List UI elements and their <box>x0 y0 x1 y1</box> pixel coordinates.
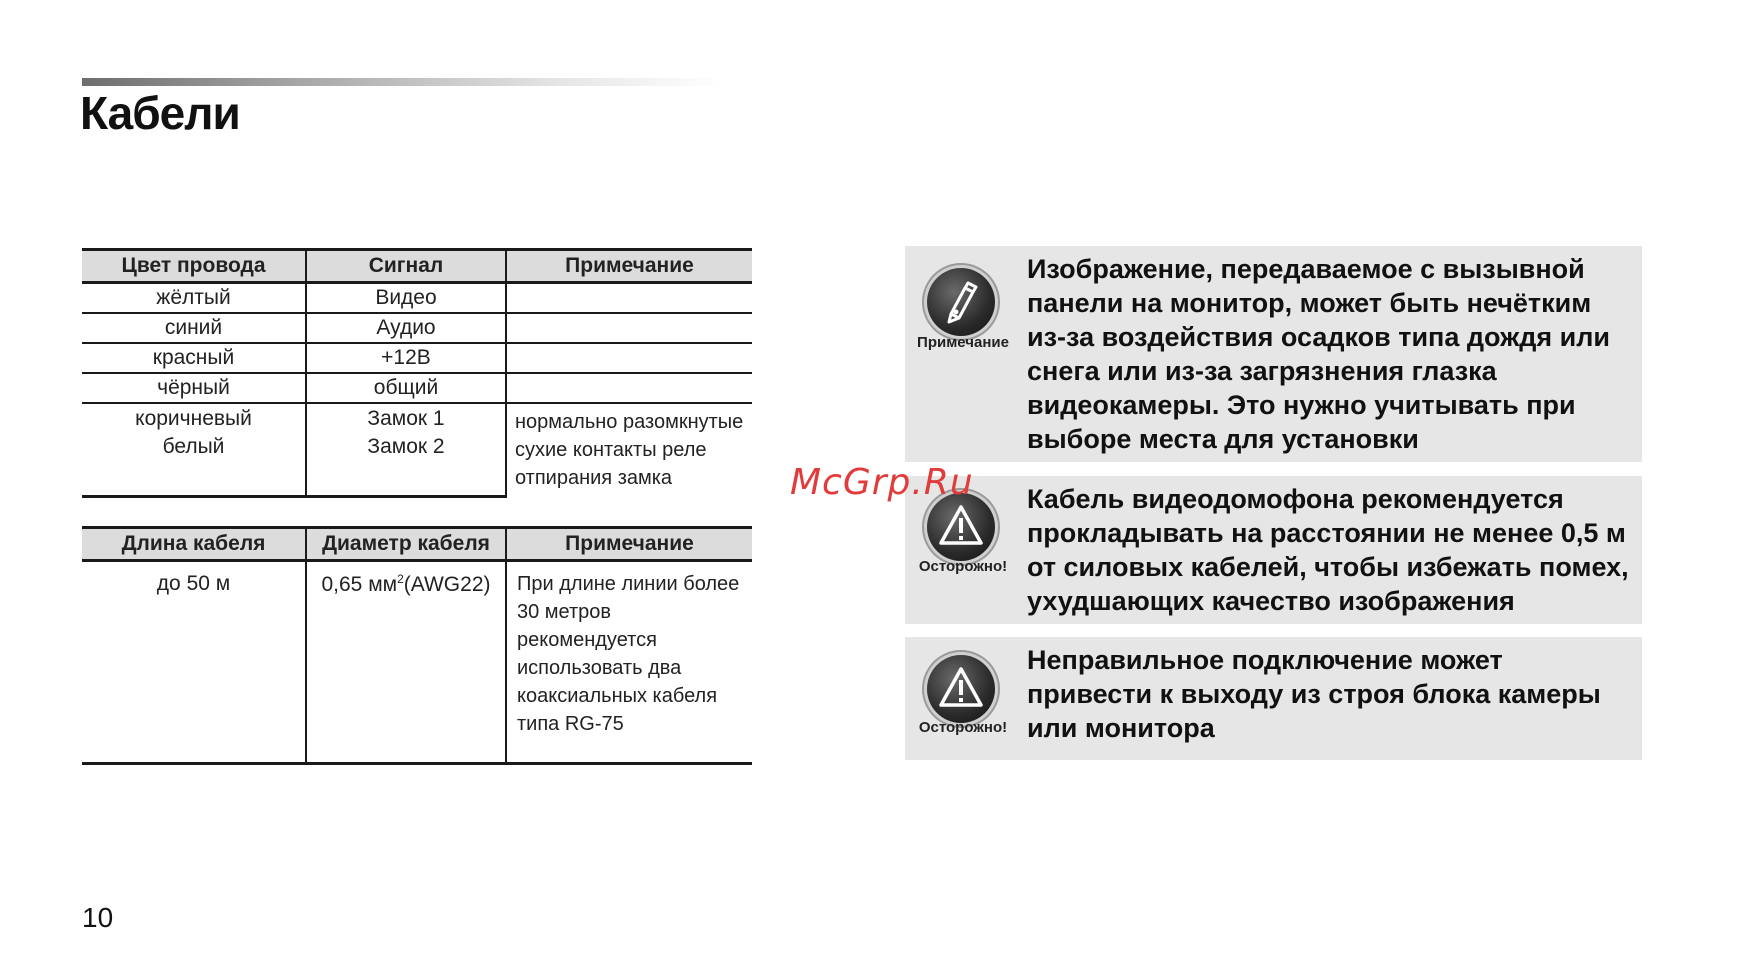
diameter-exponent: 2 <box>397 572 404 586</box>
wire-color-table <box>82 248 752 498</box>
cable-spec-table <box>82 526 752 765</box>
caution-callout <box>905 637 1642 760</box>
table-header-row <box>82 528 752 561</box>
table-row <box>82 313 752 343</box>
callout-text: Кабель видеодомофона рекомендуется прокладывать на расстоянии не менее 0,5 м от силовых кабелей, чтобы избежать помех, ухудшающих качество изображения <box>1027 484 1629 616</box>
table-header-row <box>82 250 752 283</box>
diameter-value: 0,65 мм <box>321 573 398 596</box>
pen-icon <box>927 268 995 336</box>
column-header: Примечание <box>506 250 752 283</box>
wire-color-cell: красный <box>82 343 306 373</box>
wire-color-cell: жёлтый <box>82 283 306 314</box>
note-callout <box>905 246 1642 462</box>
signal-cell: Замок 2 <box>306 433 506 496</box>
callout-text: Изображение, передаваемое с вызывной панели на монитор, может быть нечётким из-за воздействия осадков типа дождя или снега или из-за загрязнения глазка видеокамеры. Это нужно учитывать при выборе места для установки <box>1027 254 1611 454</box>
diameter-awg: (AWG22) <box>403 573 491 596</box>
wire-color-cell: чёрный <box>82 373 306 403</box>
callout-caption: Примечание <box>917 334 1009 351</box>
cable-note-cell: При длине линии более 30 метров рекомендуется использовать два коаксиальных кабеля типа RG-75 <box>506 561 752 764</box>
column-header: Длина кабеля <box>82 528 306 561</box>
signal-cell: общий <box>306 373 506 403</box>
table-row <box>82 343 752 373</box>
caution-callout <box>905 476 1642 624</box>
column-header: Сигнал <box>306 250 506 283</box>
note-cell <box>506 283 752 314</box>
signal-cell: Замок 1 <box>306 403 506 433</box>
callout-caption: Осторожно! <box>918 719 1008 736</box>
title-decor-bar <box>82 78 722 86</box>
warning-icon <box>927 493 995 561</box>
page-title: Кабели <box>80 87 240 139</box>
table-row <box>82 561 752 764</box>
callout-caption: Осторожно! <box>918 558 1008 575</box>
cable-length-cell: до 50 м <box>82 561 306 764</box>
column-header: Примечание <box>506 528 752 561</box>
cable-diameter-cell <box>306 561 506 764</box>
column-header: Диаметр кабеля <box>306 528 506 561</box>
table-row <box>82 373 752 403</box>
signal-cell: +12В <box>306 343 506 373</box>
callout-text: Неправильное подключение может привести к выходу из строя блока камеры или монитора <box>1027 645 1601 743</box>
note-cell <box>506 373 752 403</box>
note-cell <box>506 313 752 343</box>
signal-cell: Аудио <box>306 313 506 343</box>
wire-color-cell: синий <box>82 313 306 343</box>
note-cell <box>506 343 752 373</box>
page-number: 10 <box>82 902 114 933</box>
signal-cell: Видео <box>306 283 506 314</box>
table-row <box>82 283 752 314</box>
wire-color-cell: белый <box>82 433 306 496</box>
warning-icon <box>927 655 995 723</box>
table-row <box>82 403 752 433</box>
lock-note-cell: нормально разомкнутые сухие контакты реле отпирания замка <box>506 403 752 496</box>
wire-color-cell: коричневый <box>135 406 252 430</box>
column-header: Цвет провода <box>82 250 306 283</box>
watermark: McGrp.Ru <box>790 462 974 503</box>
